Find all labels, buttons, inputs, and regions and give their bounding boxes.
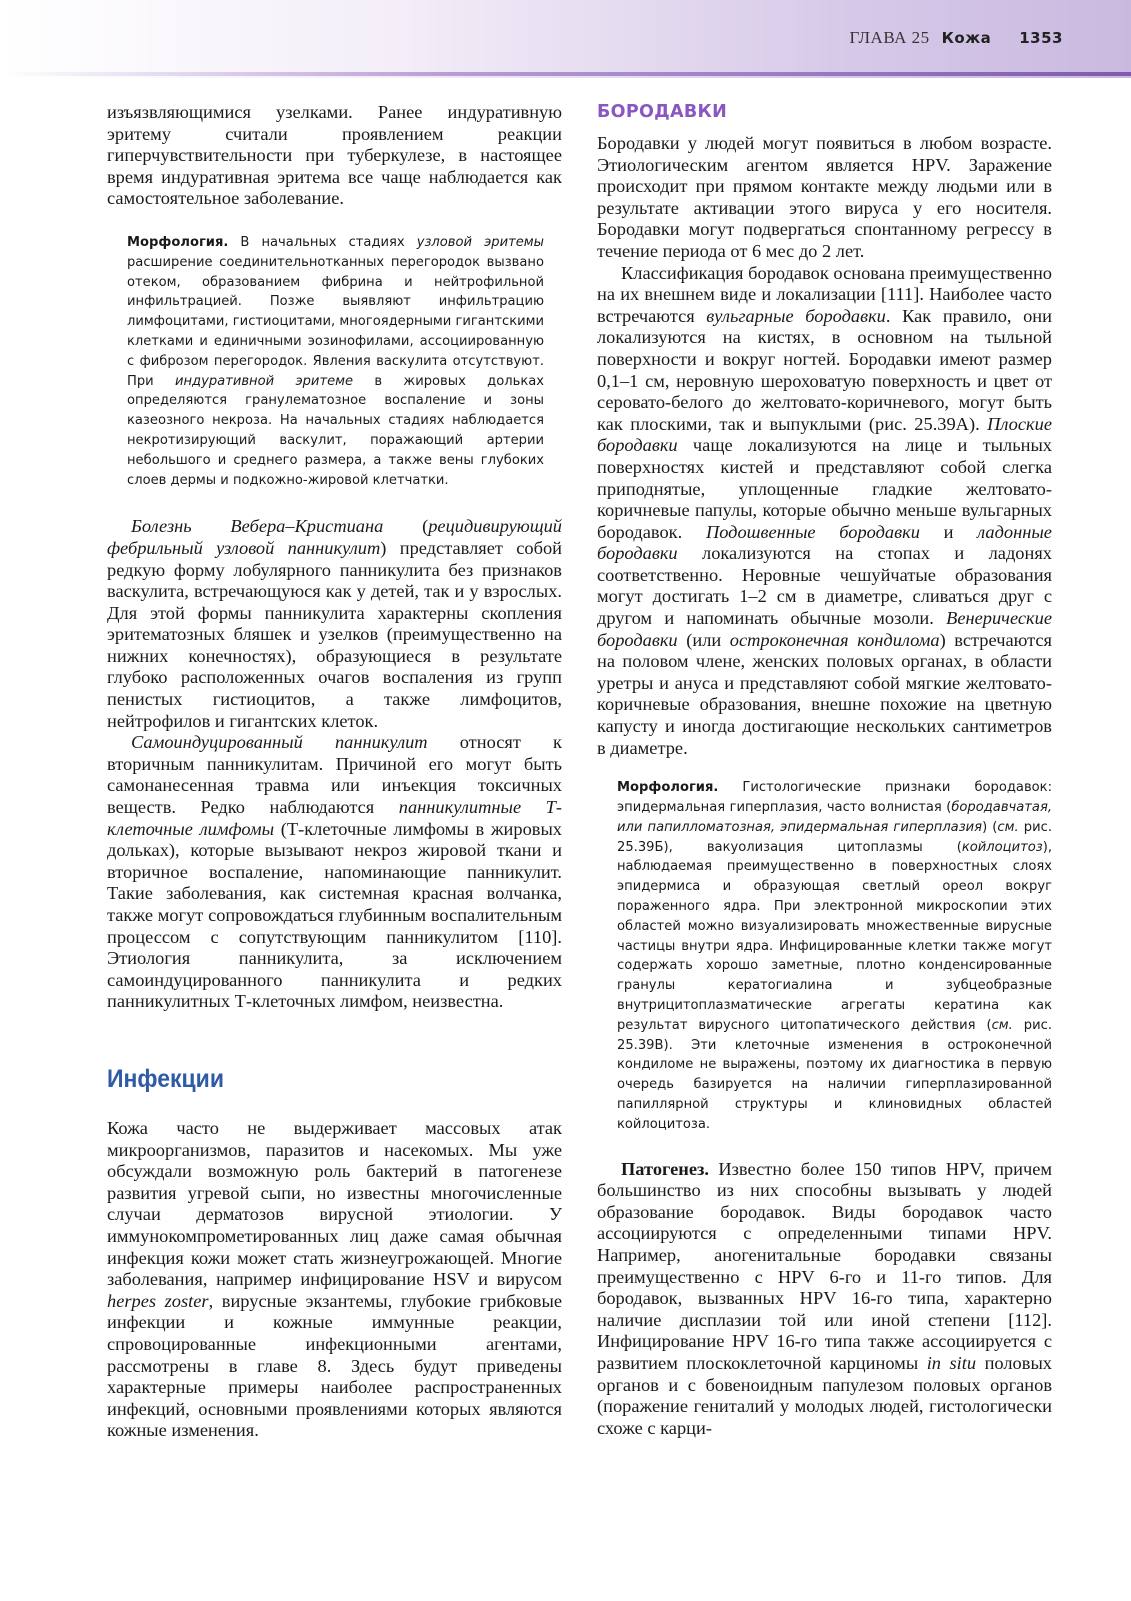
text-run: . Как правило, они локализуются на кистях, в основном на тыльной поверхности и вокруг ногтей. Бородавки имеют размер 0,1–1 см, неровную шероховатую поверхность и цвет от серовато-белого до желтовато-коричневого, могут быть как плоскими, так и выпуклыми (рис. 25.39А). [597,305,1052,434]
italic-term: см. [997,819,1019,835]
italic-term: панникулитные Т-клеточные лимфомы [107,797,562,839]
text-run: Известно более 150 типов HPV, причем большинство из них способны вызывать у людей образование бородавок. Виды бородавок часто ассоциируются с определенными типами HPV. Например, аногенитальные бородавки связаны преимущественно с HPV 6-го и 11-го типов. Для бородавок, вызванных HPV 16-го типа, характерно наличие дисплазии той или иной степени [112]. Инфицирование HPV 16-го типа также ассоциируется с развитием плоскоклеточной карциномы [597,1158,1052,1373]
text-run: относят к вторичным панникулитам. Причиной его могут быть самонанесенная травма или инъекция токсичных веществ. Редко наблюдаются [107,732,562,818]
italic-term: узловой эритемы [416,234,544,250]
paragraph [107,516,562,732]
italic-term: Венерические бородавки [597,608,1052,650]
italic-term: Самоиндуцированный панникулит [131,732,428,753]
text-run: ( [383,516,429,537]
text-run: Классификация бородавок основана преимущественно на их внешнем виде и локализации [111]. Наиболее часто встречаются [597,262,1052,326]
text-run: локализуются на стопах и ладонях соответственно. Неровные чешуйчатые образования могут достигать 1–2 см в диаметре, сливаться друг с другом и напоминать обычные мозоли. [597,543,1052,629]
italic-term: Плоские бородавки [597,413,1052,456]
italic-term: см. [991,1017,1013,1033]
text-run: (Т-клеточные лимфомы в жировых дольках), которые вызывают некроз жировой ткани и вторичное воспаление, напоминающие панникулит. Такие заболевания, как системная красная волчанка, также могут сопровождаться глубинным воспалительным процессом с сопутствующим панникулитом [110]. Этиология панникулита, за исключением самоиндуцированного панникулита и редких панникулитных Т-клеточных лимфом, неизвестна. [107,818,562,1012]
text-run: в жировых дольках определяются гранулематозное воспаление и зоны казеозного некроза. На начальных стадиях наблюдается некротизирующий васкулит, поражающий артерии небольшого и среднего размера, а также вены глубоких слоев дермы и подкожно-жировой клетчатки. [127,373,544,488]
paragraph [597,1159,1052,1440]
italic-term: индуративной эритеме [174,373,354,389]
italic-term: остроконечная кондилома [729,629,940,650]
paragraph [107,732,562,1013]
text-run: чаще локализуются на лице и тыльных поверхностях кистей и представляют собой слегка приподнятые, уплощенные гладкие желтовато-коричневые папулы, которые обычно меньше вульгарных бородавок. [597,435,1052,542]
text-run: половых органов и с бовеноидным папулезом половых органов (поражение гениталий у молодых людей, гистологически схоже с карци- [597,1352,1052,1438]
italic-term: бородавчатая, или папилломатозная, эпидермальная гиперплазия [617,800,1052,835]
text-run: Кожа часто не выдерживает массовых атак микроорганизмов, паразитов и насекомых. Мы уже обсуждали возможную роль бактерий в патогенезе развития угревой сыпи, но известны многочисленные случаи дерматозов вирусной этиологии. У иммунокомпрометированных лиц даже самая обычная инфекция кожи может стать жизнеугрожающей. Многие заболевания, например инфицирование HSV и вирусом [107,1117,562,1290]
italic-term: вульгарные бородавки [706,305,886,326]
text-run: , вирусные экзантемы, глубокие грибковые инфекции и кожные иммунные реакции, спровоцированные инфекционными агентами, рассмотрены в главе 8. Здесь будут приведены характерные примеры наиболее распространенных инфекций, основными проявлениями которых являются кожные изменения. [107,1290,562,1441]
chapter-label: ГЛАВА 25 [849,28,930,47]
text-run: (или [677,629,730,650]
paragraph [107,1118,562,1442]
italic-term: herpes zoster [107,1290,209,1311]
run-in-heading: Патогенез. [621,1158,710,1179]
section-title: Кожа [941,29,992,47]
section-heading: Инфекции [107,1064,224,1093]
italic-term: рецидивирующий фебрильный узловой панникулит [107,516,562,558]
text-run: и [919,521,978,542]
left-column [107,102,562,1442]
header-rule [0,72,1131,76]
italic-term: Подошвенные бородавки [705,521,920,542]
text-run: рис. 25.39Б), вакуолизация цитоплазмы ( [617,819,1052,855]
text-run: ) встречаются на половом члене, женских половых органах, в области уретры и ануса и представляют собой мягкие желтовато-коричневые образования, внешне похожие на цветную капусту и иногда достигающие нескольких сантиметров в диаметре. [597,629,1052,758]
text-run: ) представляет собой редкую форму лобулярного панникулита без признаков васкулита, встречающуюся как у детей, так и у взрослых. Для этой формы панникулита характерны скопления эритематозных бляшек и узелков (преимущественно на нижних конечностях), образующиеся в результате глубоко расположенных очагов воспаления из групп пенистых гистиоцитов, а также лимфоцитов, нейтрофилов и гигантских клеток. [107,537,562,731]
text-run: В начальных стадиях [228,234,417,250]
morphology-box [617,778,1052,1134]
paragraph: Бородавки у людей могут появиться в любом возрасте. Этиологическим агентом является HPV. Заражение происходит при прямом контакте между людьми или в результате активации этого вируса у его носителя. Бородавки могут подвергаться спонтанному регрессу в течение периода от 6 мес до 2 лет. [597,133,1052,261]
text-run: расширение соединительнотканных перегородок вызвано отеком, образованием фибрина и нейтрофильной инфильтрацией. Позже выявляют инфильтрацию лимфоцитами, гистиоцитами, многоядерными гигантскими клетками и единичными эозинофилами, ассоциированную с фиброзом перегородок. Явления васкулита отсутствуют. При [127,254,544,389]
text-run: ), наблюдаемая преимущественно в поверхностных слоях эпидермиса и образующая светлый ореол вокруг пораженного ядра. При электронной микроскопии этих областей можно визуализировать множественные вирусные частицы внутри ядра. Инфицированные клетки также могут содержать хорошо заметные, плотно конденсированные гранулы кератогиалина и зубцеобразные внутрицитоплазматические агрегаты кератина как результат вирусного цитопатического действия ( [617,839,1052,1033]
box-label: Морфология. [127,234,229,250]
italic-term: Болезнь Вебера–Кристиана [131,516,384,537]
morphology-box [127,233,544,490]
paragraph: изъязвляющимися узелками. Ранее индуративную эритему считали проявлением реакции гиперчувствительности при туберкулезе, в настоящее время индуративная эритема все чаще наблюдается как самостоятельное заболевание. [107,102,562,209]
box-label: Морфология. [617,780,719,796]
page-number: 1353 [1019,29,1063,47]
paragraph [597,263,1052,760]
subsection-heading: БОРОДАВКИ [597,102,728,122]
italic-term: койлоцитоз [961,839,1043,855]
right-column [597,102,1052,1439]
italic-term: in situ [926,1352,977,1373]
italic-term: ладонные бородавки [597,521,1052,564]
running-head [849,28,1063,48]
text-run: Гистологические признаки бородавок: эпидермальная гиперплазия, часто волнистая ( [617,780,1052,816]
text-run: ) ( [982,819,998,835]
text-run: рис. 25.39В). Эти клеточные изменения в остроконечной кондиломе не выражены, поэтому их диагностика в первую очередь базируется на наличии гиперплазированной папиллярной структуры и клиновидных областей койлоцитоза. [617,1017,1052,1132]
